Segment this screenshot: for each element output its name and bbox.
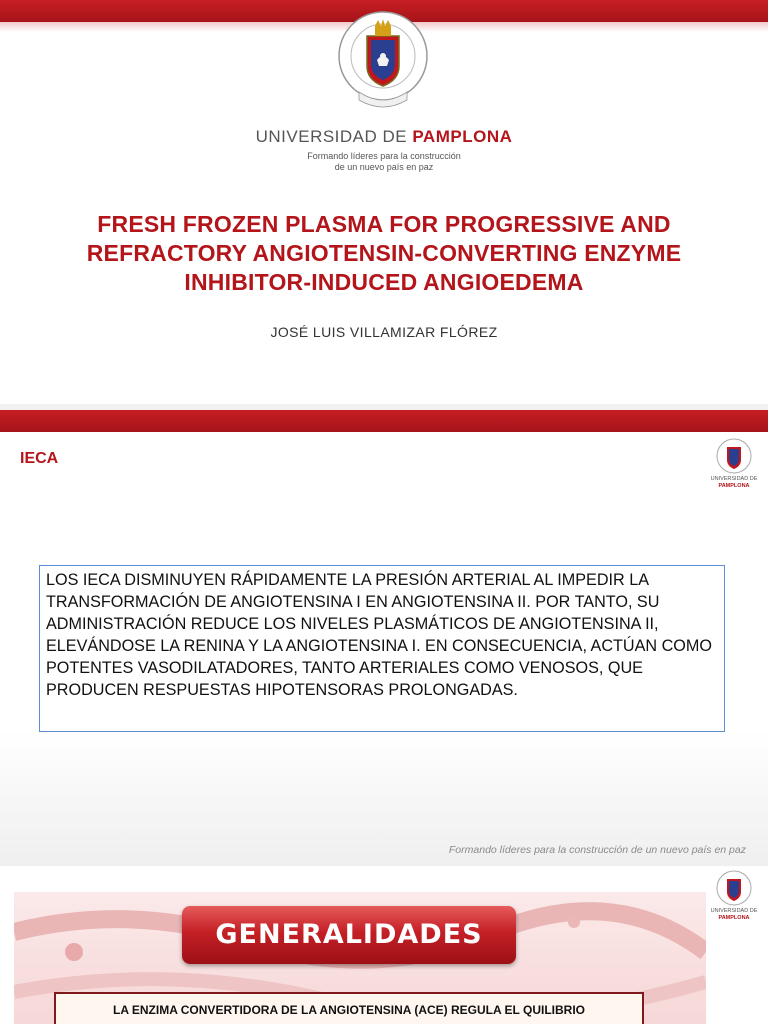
slide2-heading: IECA xyxy=(20,450,59,467)
title-slide xyxy=(0,0,768,408)
slide2-footer-tagline: Formando líderes para la construcción de un nuevo país en paz xyxy=(448,844,746,856)
slide2-red-bar xyxy=(0,410,768,432)
generalidades-textbox: LA ENZIMA CONVERTIDORA DE LA ANGIOTENSINA (ACE) REGULA EL QUILIBRIO xyxy=(54,992,644,1024)
presentation-title: FRESH FROZEN PLASMA FOR PROGRESSIVE AND REFRACTORY ANGIOTENSIN-CONVERTING ENZYME INHIBITOR-INDUCED ANGIOEDEMA xyxy=(86,211,682,295)
university-name-prefix: UNIVERSIDAD DE xyxy=(255,127,413,146)
logo-caption-line-2-wrap xyxy=(704,483,764,490)
university-seal-logo xyxy=(337,8,429,118)
logo-caption-line-2-wrap xyxy=(704,915,764,922)
slide3-university-logo xyxy=(704,868,764,932)
mini-seal-icon xyxy=(704,868,764,908)
logo-caption-line-1: UNIVERSIDAD DE xyxy=(710,476,758,482)
generalidades-slide xyxy=(0,866,768,1024)
logo-caption-line-2: PAMPLONA xyxy=(718,915,750,921)
mini-seal-icon xyxy=(704,436,764,476)
university-name-emphasis: PAMPLONA xyxy=(412,127,513,146)
ieca-description-textbox: LOS IECA DISMINUYEN RÁPIDAMENTE LA PRESIÓN ARTERIAL AL IMPEDIR LA TRANSFORMACIÓN DE ANGIOTENSINA I EN ANGIOTENSINA II. POR TANTO, SU ADMINISTRACIÓN REDUCE LOS NIVELES PLASMÁTICOS DE ANGIOTENSINA II, ELEVÁNDOSE LA RENINA Y LA ANGIOTENSINA I. EN CONSECUENCIA, ACTÚAN COMO POTENTES VASODILATADORES, TANTO ARTERIALES COMO VENOSOS, QUE PRODUCEN RESPUESTAS HIPOTENSORAS PROLONGADAS. xyxy=(39,565,725,732)
logo-caption-line-1: UNIVERSIDAD DE xyxy=(710,908,758,914)
author-name: JOSÉ LUIS VILLAMIZAR FLÓREZ xyxy=(270,324,498,340)
logo-caption-line-2: PAMPLONA xyxy=(718,483,750,489)
tagline-line-2: de un nuevo país en paz xyxy=(334,162,434,172)
tagline-line-1: Formando líderes para la construcción xyxy=(307,151,461,161)
ieca-slide xyxy=(0,410,768,866)
university-name xyxy=(0,127,768,147)
generalidades-banner: GENERALIDADES xyxy=(182,906,516,964)
slide2-university-logo xyxy=(704,436,764,500)
